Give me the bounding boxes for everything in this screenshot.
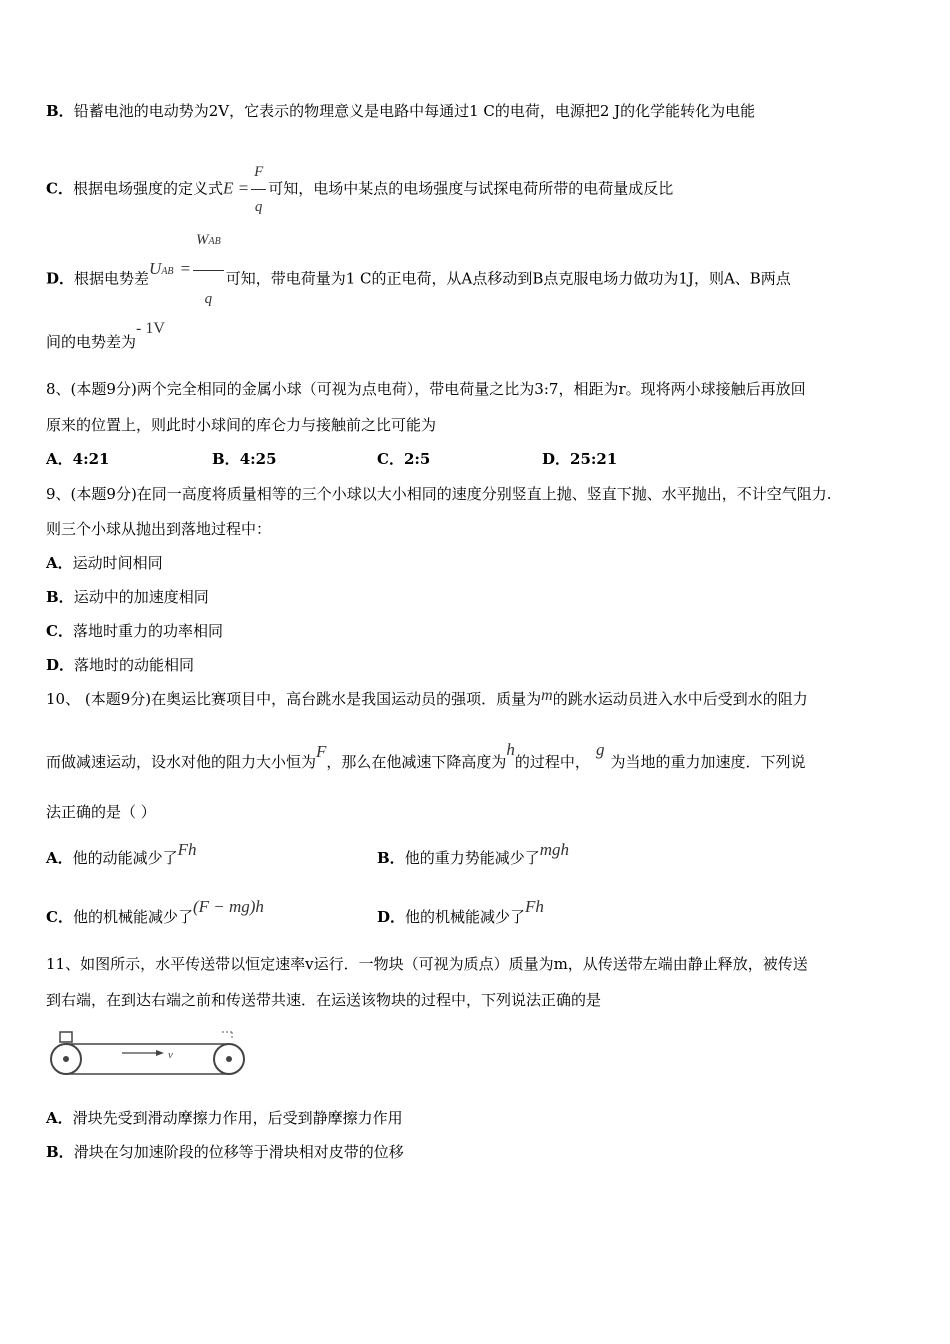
q8-option-c [377, 449, 430, 469]
option-text: 他的重力势能减少了 [404, 849, 540, 867]
q10-option-d [377, 897, 544, 927]
option-text: 运动时间相同 [72, 554, 163, 572]
q8-stem-line2 [46, 415, 436, 435]
q11-stem-line1 [46, 954, 808, 974]
question-text: 到右端，在到达右端之前和传送带共速．在运送该物块的过程中，下列说法正确的是 [46, 991, 602, 1009]
fraction-numerator: F [254, 164, 264, 180]
q10-option-a [46, 840, 197, 868]
option-letter: D． [377, 908, 406, 926]
question-text: (本题9分)两个完全相同的金属小球（可视为点电荷），带电荷量之比为3:7，相距为r。现将两小球接触后再放回 [70, 380, 806, 398]
right-pulley-hub [226, 1056, 232, 1062]
q10-stem-line2 [46, 740, 806, 772]
q9-option-c [46, 621, 223, 641]
fraction-numerator-group [193, 212, 224, 270]
formula-fraction [251, 155, 266, 224]
q8-option-a [46, 449, 110, 469]
option-letter: B． [46, 102, 74, 120]
option-letter: A． [46, 849, 73, 867]
option-letter: B． [377, 849, 405, 867]
option-letter: A． [46, 554, 73, 572]
question-text: ，那么在他减速下降高度为 [326, 753, 507, 771]
option-text: 2:5 [403, 450, 431, 468]
block [60, 1032, 72, 1042]
var-m: m [541, 687, 553, 704]
option-letter: D． [542, 450, 571, 468]
q11-option-a [46, 1108, 403, 1128]
question-text: 原来的位置上，则此时小球间的库仑力与接触前之比可能为 [46, 416, 437, 434]
question-text: 如图所示，水平传送带以恒定速率v运行．一物块（可视为质点）质量为m，从传送带左端由静止释放，被传送 [80, 955, 808, 973]
left-pulley-hub [63, 1056, 69, 1062]
q8-option-b [212, 449, 277, 469]
option-letter: D． [46, 656, 75, 674]
option-text-pre: 根据电势差 [74, 269, 150, 288]
q10-option-c [46, 897, 264, 927]
option-letter: C． [46, 908, 73, 926]
option-letter: C． [377, 450, 404, 468]
answer-value: - 1V [136, 320, 165, 337]
option-letter: B． [46, 588, 74, 606]
option-text: 滑块先受到滑动摩擦力作用，后受到静摩擦力作用 [72, 1109, 403, 1127]
option-text: 他的动能减少了 [72, 849, 178, 867]
option-text: 运动中的加速度相同 [73, 588, 209, 606]
option-text: 落地时的动能相同 [74, 656, 195, 674]
var-F: F [316, 742, 327, 761]
option-text-post: 可知，带电荷量为1 C的正电荷，从A点移动到B点克服电场力做功为1J，则A、B两点 [225, 269, 791, 288]
q10-stem-line1 [46, 689, 808, 710]
conveyor-belt-figure [46, 1030, 252, 1086]
option-letter: C． [46, 622, 73, 640]
question-text: 而做减速运动，设水对他的阻力大小恒为 [46, 753, 317, 771]
velocity-arrowhead [156, 1050, 164, 1056]
question-text: 则三个小球从抛出到落地过程中： [46, 520, 272, 538]
fraction-numerator: W [196, 232, 209, 248]
option-letter: B． [46, 1143, 74, 1161]
option-text: 他的机械能减少了 [72, 908, 193, 926]
q10-option-b [377, 840, 569, 868]
var-g: g [595, 740, 605, 759]
q9-stem-line2 [46, 519, 271, 539]
option-text-post: 可知，电场中某点的电场强度与试探电荷所带的电荷量成反比 [268, 179, 674, 198]
option-text: 滑块在匀加速阶段的位移等于滑块相对皮带的位移 [73, 1143, 404, 1161]
option-letter: C． [46, 179, 73, 198]
q11-option-b [46, 1142, 404, 1162]
q9-option-a [46, 553, 163, 573]
option-text: 25:21 [570, 450, 618, 468]
q8-stem-line1 [46, 379, 806, 399]
option-text: 4:25 [239, 450, 277, 468]
option-letter: A． [46, 1109, 73, 1127]
question-text: (本题9分)在奥运比赛项目中，高台跳水是我国运动员的强项．质量为 [84, 690, 542, 708]
formula-equals: = [179, 258, 192, 278]
option-text-line2: 间的电势差为 [46, 333, 137, 351]
formula-subscript: AB [161, 265, 174, 277]
q7-option-d-line2 [46, 320, 165, 353]
option-formula: Fh [177, 840, 197, 859]
question-text: 为当地的重力加速度．下列说 [610, 753, 806, 771]
question-number: 8、 [46, 380, 71, 398]
q9-option-d [46, 655, 194, 675]
q9-option-b [46, 587, 209, 607]
formula-symbol: U [149, 258, 162, 278]
option-text: 4:21 [72, 450, 110, 468]
q9-stem-line1 [46, 484, 832, 504]
formula-lhs: E = [222, 178, 250, 198]
question-text: (本题9分)在同一高度将质量相等的三个小球以大小相同的速度分别竖直上抛、竖直下抛、水平抛出，不计空气阻力. [70, 485, 832, 503]
option-text: 铅蓄电池的电动势为2V，它表示的物理意义是电路中每通过1 C的电荷，电源把2 J的化学能转化为电能 [73, 102, 756, 120]
option-letter: B． [212, 450, 240, 468]
option-formula: mgh [539, 840, 569, 859]
option-text-pre: 根据电场强度的定义式 [72, 179, 223, 198]
option-text: 落地时重力的功率相同 [72, 622, 223, 640]
option-letter: A． [46, 450, 73, 468]
formula-lhs-group [149, 260, 191, 278]
option-formula: (F − mg)h [192, 897, 264, 916]
block-ghost [222, 1032, 232, 1040]
q11-stem-line2 [46, 990, 601, 1010]
velocity-label: v [168, 1049, 173, 1061]
q7-option-b [46, 101, 755, 121]
formula-fraction [193, 212, 224, 327]
question-text: 的跳水运动员进入水中后受到水的阻力 [552, 690, 808, 708]
option-letter: D． [46, 269, 75, 288]
fraction-denominator: q [251, 189, 266, 224]
q10-stem-line3 [46, 802, 156, 822]
q8-option-d [542, 449, 617, 469]
question-text: 的过程中， [514, 753, 590, 771]
fraction-denominator: q [193, 270, 224, 327]
question-number: 11、 [46, 955, 81, 973]
question-text: 法正确的是（ ） [46, 803, 156, 821]
option-formula: Fh [525, 897, 544, 916]
q7-option-c [46, 155, 673, 224]
question-number: 9、 [46, 485, 71, 503]
question-number: 10、 [46, 690, 81, 708]
option-text: 他的机械能减少了 [405, 908, 526, 926]
fraction-numerator-subscript: AB [208, 236, 221, 247]
var-h: h [506, 740, 515, 759]
